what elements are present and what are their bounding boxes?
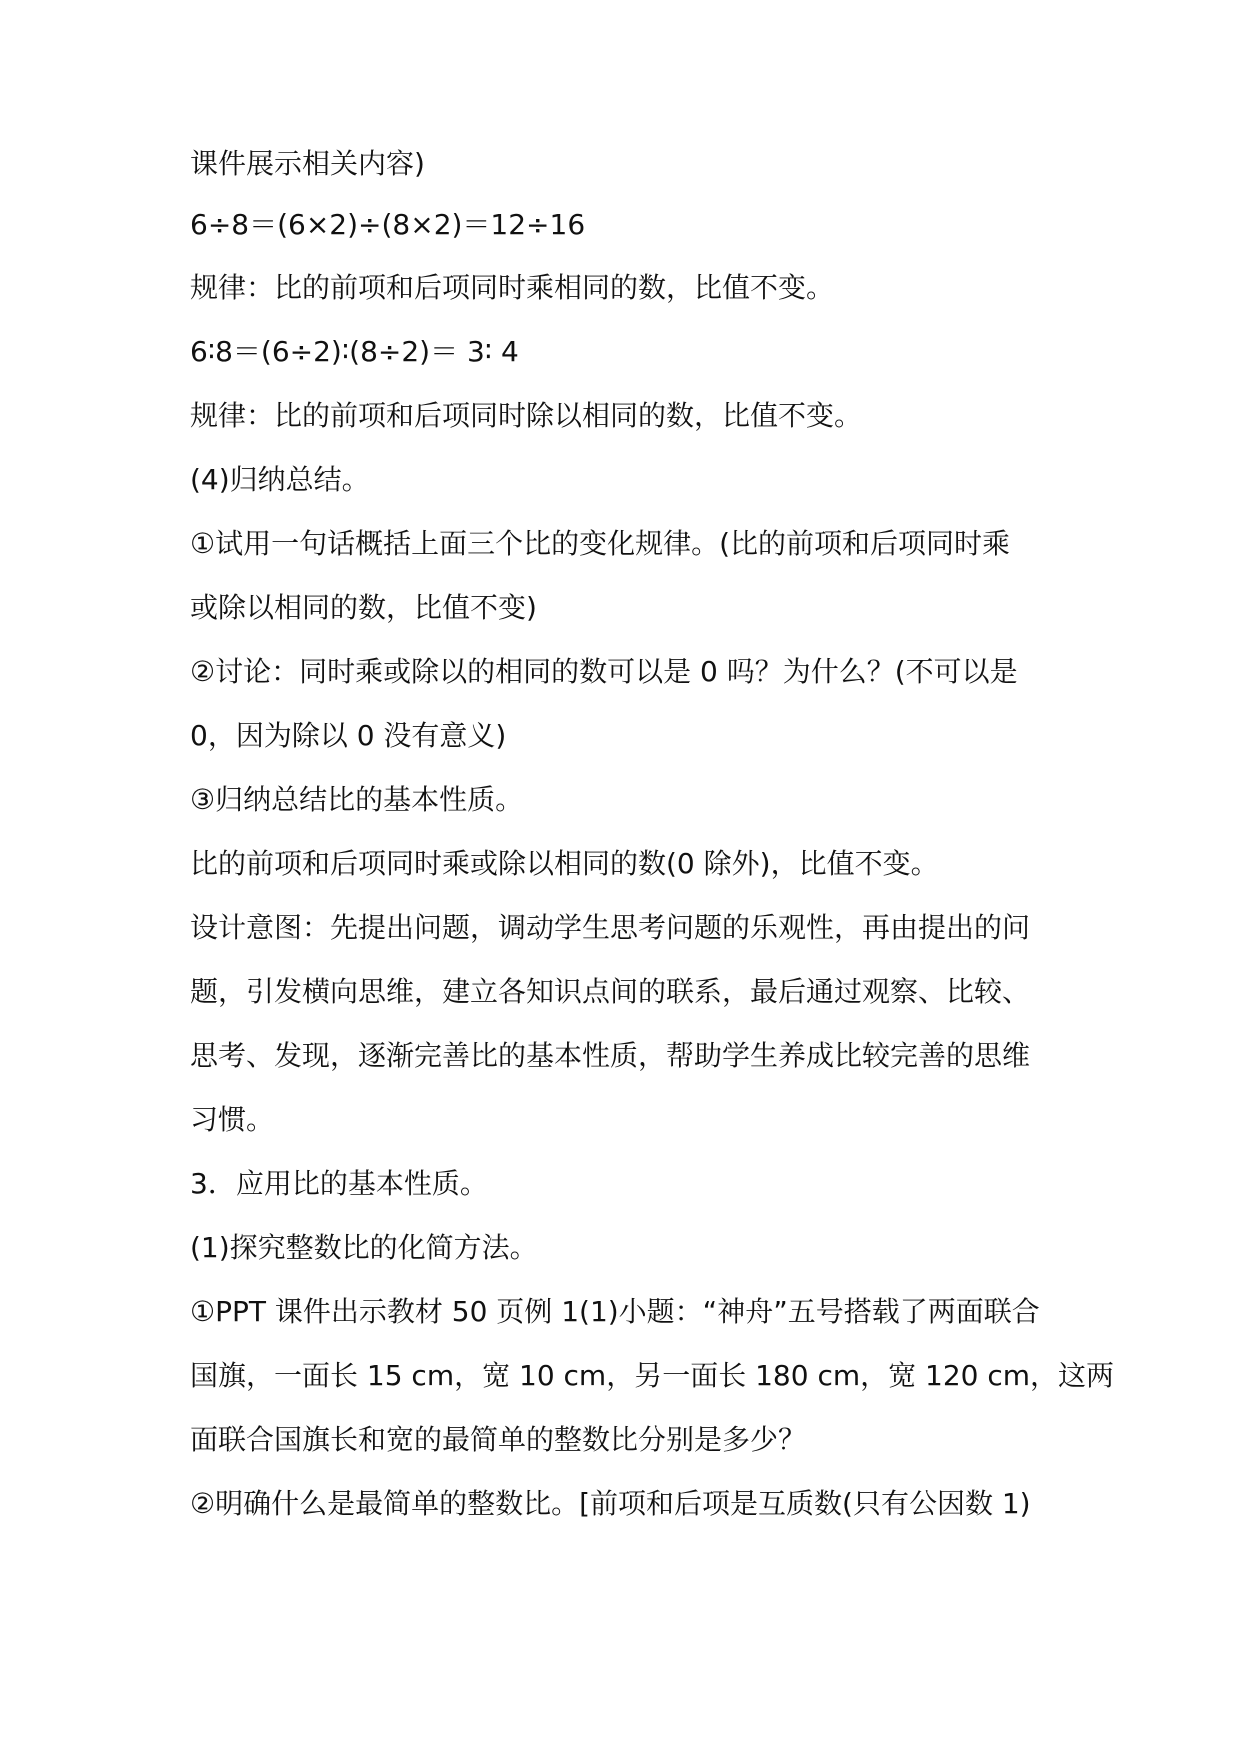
text-line: 3．应用比的基本性质。 bbox=[190, 1167, 488, 1200]
text-line: 6∶8＝(6÷2)∶(8÷2)＝ 3∶ 4 bbox=[190, 335, 519, 368]
text-line: 习惯。 bbox=[190, 1103, 275, 1136]
text-line: 题，引发横向思维，建立各知识点间的联系，最后通过观察、比较、 bbox=[190, 975, 1031, 1008]
text-line: 设计意图：先提出问题，调动学生思考问题的乐观性，再由提出的问 bbox=[190, 911, 1031, 944]
text-line: 面联合国旗长和宽的最简单的整数比分别是多少？ bbox=[190, 1423, 807, 1456]
text-line: ②明确什么是最简单的整数比。[前项和后项是互质数(只有公因数 1) bbox=[190, 1487, 1031, 1520]
text-line: ②讨论：同时乘或除以的相同的数可以是 0 吗？为什么？(不可以是 bbox=[190, 655, 1018, 688]
text-line: (1)探究整数比的化简方法。 bbox=[190, 1231, 538, 1264]
text-line: 思考、发现，逐渐完善比的基本性质，帮助学生养成比较完善的思维 bbox=[190, 1039, 1031, 1072]
text-line: 规律：比的前项和后项同时除以相同的数，比值不变。 bbox=[190, 399, 863, 432]
text-line: (4)归纳总结。 bbox=[190, 463, 370, 496]
text-line: 课件展示相关内容) bbox=[190, 147, 425, 180]
text-line: ①PPT 课件出示教材 50 页例 1(1)小题：“神舟”五号搭载了两面联合 bbox=[190, 1295, 1040, 1328]
text-line: ①试用一句话概括上面三个比的变化规律。(比的前项和后项同时乘 bbox=[190, 527, 1011, 560]
text-line: 比的前项和后项同时乘或除以相同的数(0 除外)，比值不变。 bbox=[190, 847, 939, 880]
text-line: 6÷8＝(6×2)÷(8×2)＝12÷16 bbox=[190, 208, 586, 241]
text-line: 规律：比的前项和后项同时乘相同的数，比值不变。 bbox=[190, 271, 835, 304]
text-line: ③归纳总结比的基本性质。 bbox=[190, 783, 524, 816]
text-line: 0，因为除以 0 没有意义) bbox=[190, 719, 507, 752]
text-line: 国旗，一面长 15 cm，宽 10 cm，另一面长 180 cm，宽 120 cm，这两 bbox=[190, 1359, 1115, 1392]
text-line: 或除以相同的数，比值不变) bbox=[190, 591, 537, 624]
